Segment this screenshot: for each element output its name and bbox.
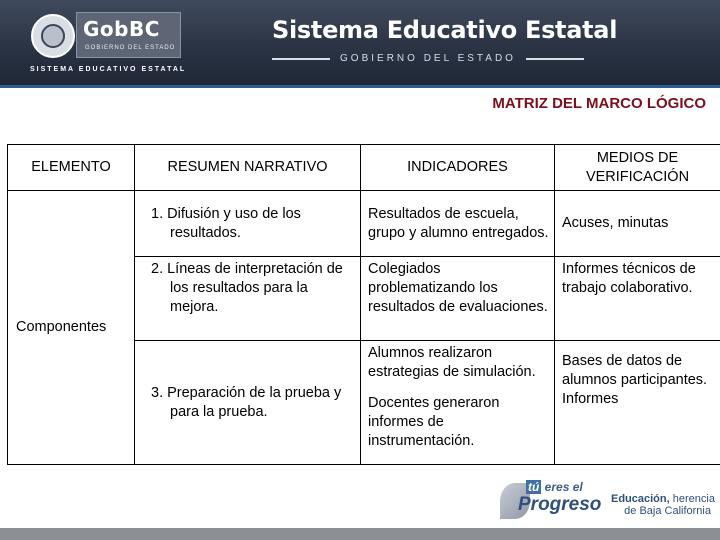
medios-cell: Informes técnicos de trabajo colaborativo. — [555, 257, 720, 341]
indicador-cell: Resultados de escuela, grupo y alumno entregados. — [361, 191, 555, 257]
indicador-text: Alumnos realizaron estrategias de simulación. — [368, 345, 536, 380]
component-cell: Componentes — [8, 191, 135, 465]
baja-line: de Baja California — [624, 505, 711, 517]
gobbc-logo — [76, 12, 181, 58]
resumen-text: 1. Difusión y uso de los resultados. — [151, 205, 301, 241]
medios-cell: Acuses, minutas — [555, 191, 720, 257]
progreso-logo — [500, 479, 608, 521]
resumen-cell — [135, 191, 361, 257]
resumen-cell — [135, 257, 361, 341]
progreso-text: Progreso — [518, 494, 602, 515]
educacion-logo — [611, 493, 715, 517]
medios-cell: Bases de datos de alumnos participantes. Informes — [555, 341, 720, 465]
footer-bar — [0, 528, 720, 540]
header-medios: MEDIOS DE VERIFICACIÓN — [555, 145, 720, 191]
logical-framework-table — [7, 144, 720, 465]
tu-eres-el-text: tú eres el — [528, 480, 583, 494]
header-indicadores: INDICADORES — [361, 145, 555, 191]
indicador-cell — [361, 341, 555, 465]
gobbc-logo-subtitle: GOBIERNO DEL ESTADO — [85, 45, 176, 51]
sistema-label: SISTEMA EDUCATIVO ESTATAL — [30, 66, 187, 73]
header-elemento: ELEMENTO — [8, 145, 135, 191]
indicador-text: Docentes generaron informes de instrumentación. — [368, 395, 500, 449]
header-banner — [0, 0, 720, 88]
table-header-row — [8, 145, 720, 191]
gobbc-logo-title: GobBC — [83, 17, 160, 41]
header-title: Sistema Educativo Estatal — [272, 16, 618, 44]
resumen-cell — [135, 341, 361, 465]
resumen-text: 2. Líneas de interpretación de los resultados para la mejora. — [151, 261, 343, 315]
indicador-cell: Colegiados problematizando los resultados de evaluaciones. — [361, 257, 555, 341]
header-resumen: RESUMEN NARRATIVO — [135, 145, 361, 191]
header-subtitle — [272, 53, 584, 65]
educacion-line: Educación, herencia — [611, 493, 715, 505]
header-subtitle-text: GOBIERNO DEL ESTADO — [340, 53, 516, 64]
table-row — [8, 191, 720, 257]
page-title: MATRIZ DEL MARCO LÓGICO — [492, 95, 706, 112]
state-seal-icon — [31, 14, 75, 58]
resumen-text: 3. Preparación de la prueba y para la prueba. — [151, 384, 342, 420]
